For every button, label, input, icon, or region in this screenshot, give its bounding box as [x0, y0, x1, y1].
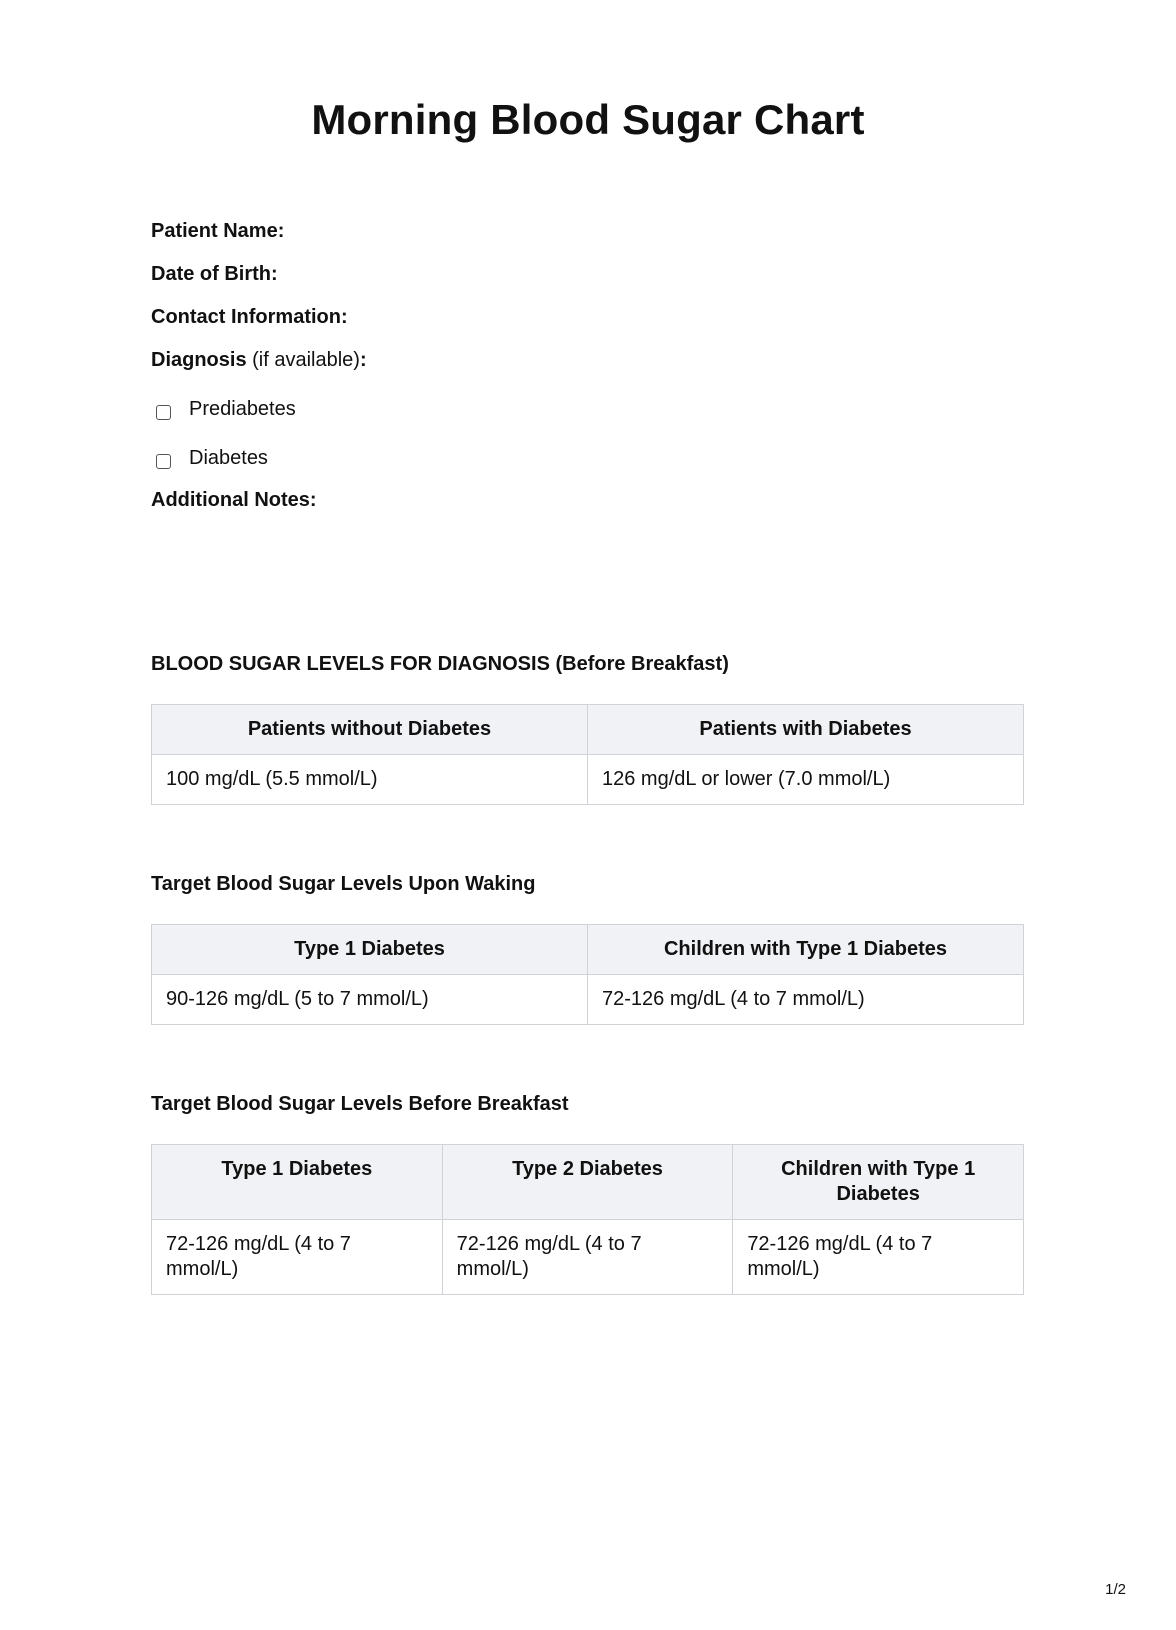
- table-header-row: [152, 925, 1024, 975]
- document-content: [151, 218, 1024, 1295]
- diagnosis-levels-heading: BLOOD SUGAR LEVELS FOR DIAGNOSIS (Before Breakfast): [151, 653, 729, 675]
- waking-levels-heading: Target Blood Sugar Levels Upon Waking: [151, 873, 536, 895]
- table-cell: 100 mg/dL (5.5 mmol/L): [152, 755, 588, 805]
- page-number: 1/2: [1105, 1581, 1126, 1598]
- table-cell: 72-126 mg/dL (4 to 7 mmol/L): [588, 975, 1024, 1025]
- diabetes-checkbox[interactable]: [156, 454, 171, 469]
- waking-levels-table: [151, 924, 1024, 1025]
- diagnosis-levels-table: [151, 704, 1024, 805]
- table-header-cell: Patients without Diabetes: [152, 705, 588, 755]
- option-diabetes[interactable]: [151, 434, 1024, 483]
- additional-notes-label: Additional Notes:: [151, 489, 317, 511]
- patient-name-label: Patient Name:: [151, 220, 285, 242]
- table-header-row: [152, 705, 1024, 755]
- table-cell: 90-126 mg/dL (5 to 7 mmol/L): [152, 975, 588, 1025]
- table-cell: 72-126 mg/dL (4 to 7 mmol/L): [733, 1220, 1024, 1295]
- diagnosis-colon: :: [359, 349, 367, 371]
- table-header-cell: Type 2 Diabetes: [442, 1145, 733, 1220]
- diabetes-label: Diabetes: [189, 447, 268, 469]
- date-of-birth-label: Date of Birth:: [151, 263, 278, 285]
- table-row: [152, 1220, 1024, 1295]
- table-header-cell: Type 1 Diabetes: [152, 1145, 443, 1220]
- table-header-cell: Type 1 Diabetes: [152, 925, 588, 975]
- prediabetes-checkbox[interactable]: [156, 405, 171, 420]
- table-header-cell: Children with Type 1 Diabetes: [588, 925, 1024, 975]
- table-cell: 126 mg/dL or lower (7.0 mmol/L): [588, 755, 1024, 805]
- table-header-cell: Children with Type 1 Diabetes: [733, 1145, 1024, 1220]
- contact-information-label: Contact Information:: [151, 306, 348, 328]
- page-title: Morning Blood Sugar Chart: [311, 96, 865, 143]
- table-cell: 72-126 mg/dL (4 to 7 mmol/L): [442, 1220, 733, 1295]
- before-breakfast-levels-table: [151, 1144, 1024, 1295]
- diagnosis-label-text: Diagnosis: [151, 349, 247, 371]
- diagnosis-note: (if available): [246, 349, 360, 371]
- table-header-row: [152, 1145, 1024, 1220]
- before-breakfast-levels-heading: Target Blood Sugar Levels Before Breakfast: [151, 1093, 569, 1115]
- table-cell: 72-126 mg/dL (4 to 7 mmol/L): [152, 1220, 443, 1295]
- option-prediabetes[interactable]: [151, 385, 1024, 434]
- diagnosis-label: [151, 347, 1024, 385]
- prediabetes-label: Prediabetes: [189, 398, 296, 420]
- table-header-cell: Patients with Diabetes: [588, 705, 1024, 755]
- table-row: [152, 975, 1024, 1025]
- table-row: [152, 755, 1024, 805]
